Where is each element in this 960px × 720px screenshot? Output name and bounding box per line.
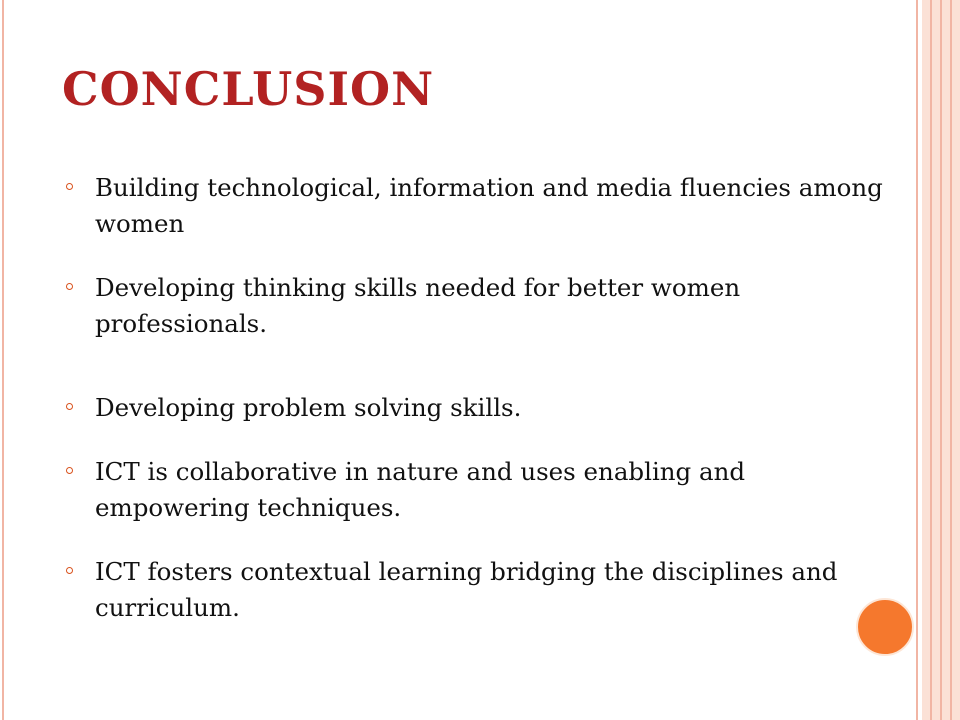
bullet-text: Developing problem solving skills. bbox=[95, 393, 522, 422]
bullet-text: ICT fosters contextual learning bridging the disciplines and curriculum. bbox=[95, 557, 838, 622]
orange-circle-accent bbox=[856, 598, 914, 656]
circle-bullet-icon bbox=[66, 183, 73, 190]
band-stripe bbox=[950, 0, 952, 720]
circle-bullet-icon bbox=[66, 567, 73, 574]
band-stripe bbox=[940, 0, 942, 720]
bullet-text: ICT is collaborative in nature and uses enabling and empowering techniques. bbox=[95, 457, 746, 522]
circle-bullet-icon bbox=[66, 283, 73, 290]
band-stripe bbox=[930, 0, 932, 720]
circle-bullet-icon bbox=[66, 467, 73, 474]
left-border-line bbox=[2, 0, 4, 720]
circle-bullet-icon bbox=[66, 403, 73, 410]
right-decorative-band bbox=[922, 0, 960, 720]
right-border-line bbox=[916, 0, 918, 720]
bullet-text: Developing thinking skills needed for better women professionals. bbox=[95, 273, 741, 338]
slide-title: CONCLUSION bbox=[62, 62, 435, 116]
bullet-text: Building technological, information and media fluencies among women bbox=[95, 173, 883, 238]
